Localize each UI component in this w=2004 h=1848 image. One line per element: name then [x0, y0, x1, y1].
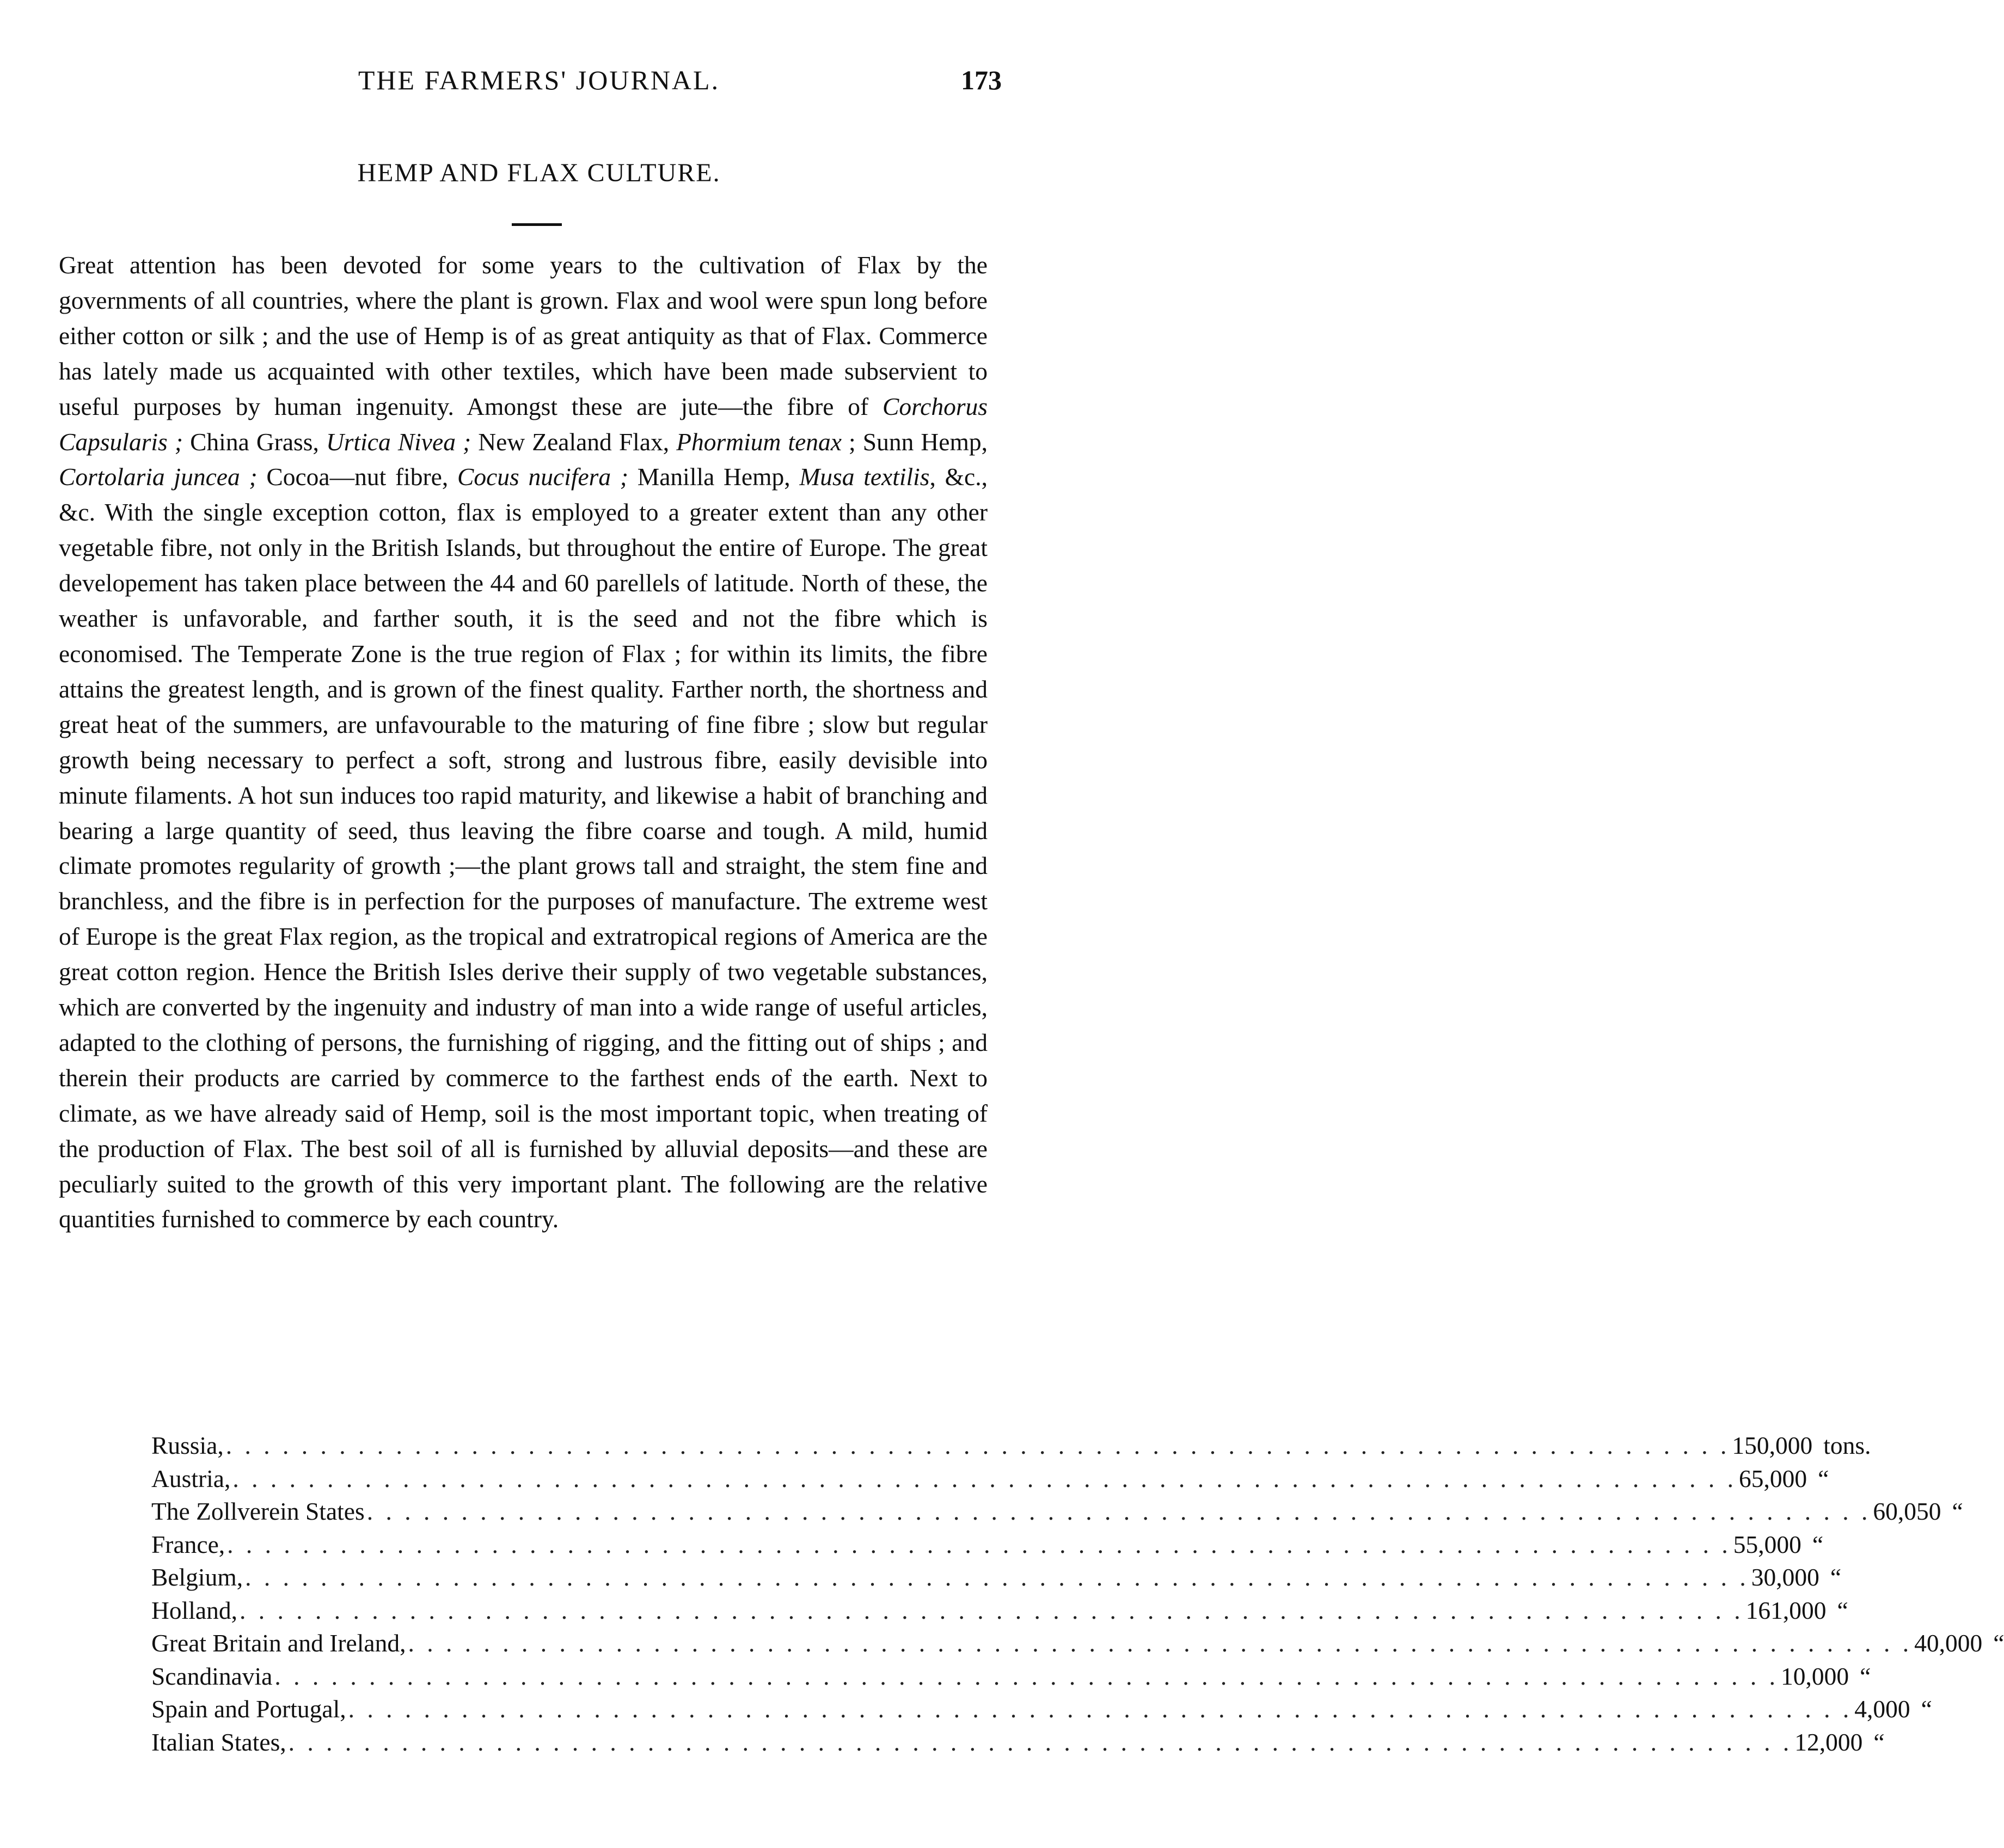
- table-row: [151, 1561, 1842, 1594]
- species-name: Cocus nucifera ;: [457, 463, 629, 491]
- quantity: 10,000: [1781, 1662, 1849, 1690]
- quantity: 30,000: [1751, 1563, 1819, 1591]
- unit: “: [1993, 1629, 2004, 1657]
- table-row: [151, 1594, 1848, 1627]
- table-row: [151, 1726, 1885, 1759]
- country-name: Italian States,: [151, 1728, 286, 1756]
- dot-leader: . . . . . . . . . . . . . . . . . . . . . . . . . . . . . . . . . . . . . . . . . . . . . . . . . . . . . . . . . . . . . . . . . . . . . . . . . . . . . . . .: [288, 1728, 1793, 1756]
- running-head: [76, 64, 1002, 108]
- country-name: Belgium,: [151, 1563, 243, 1591]
- table-row: [151, 1429, 1871, 1463]
- body-text-segment: China Grass,: [183, 427, 326, 456]
- article-title: HEMP AND FLAX CULTURE.: [357, 158, 721, 187]
- quantity: 55,000: [1733, 1530, 1801, 1558]
- species-name: Phormium tenax: [676, 427, 842, 456]
- table-row: [151, 1627, 2004, 1660]
- species-name: Cortolaria juncea ;: [59, 463, 258, 491]
- unit: “: [1860, 1662, 1871, 1690]
- country-name: Scandinavia: [151, 1662, 273, 1690]
- dot-leader: . . . . . . . . . . . . . . . . . . . . . . . . . . . . . . . . . . . . . . . . . . . . . . . . . . . . . . . . . . . . . . . . . . . . . . . . . . . . . . . .: [366, 1497, 1871, 1525]
- country-name: The Zollverein States: [151, 1497, 365, 1525]
- dot-leader: . . . . . . . . . . . . . . . . . . . . . . . . . . . . . . . . . . . . . . . . . . . . . . . . . . . . . . . . . . . . . . . . . . . . . . . . . . . . . . . .: [232, 1464, 1737, 1492]
- page-number: 173: [961, 65, 1002, 95]
- body-text-segment: ; Sunn Hemp,: [841, 427, 988, 456]
- production-table: [151, 1429, 2004, 1759]
- dot-leader: . . . . . . . . . . . . . . . . . . . . . . . . . . . . . . . . . . . . . . . . . . . . . . . . . . . . . . . . . . . . . . . . . . . . . . . . . . . . . . . .: [245, 1563, 1749, 1591]
- table-row: [151, 1463, 1829, 1496]
- dot-leader: . . . . . . . . . . . . . . . . . . . . . . . . . . . . . . . . . . . . . . . . . . . . . . . . . . . . . . . . . . . . . . . . . . . . . . . . . . . . . . . .: [239, 1596, 1744, 1624]
- quantity: 161,000: [1745, 1596, 1827, 1624]
- body-text-segment: , &c., &c. With the single exception cotton, flax is employed to a greater extent than any other vegetable fibre, not only in the British Islands, but throughout the entire of Europe. The great developement has taken place between the 44 and 60 parellels of latitude. North of these, the weather is unfavorable, and farther south, it is the seed and not the fibre which is economised. The Temperate Zone is the true region of Flax ; for within its limits, the fibre attains the greatest length, and is grown of the finest quality. Farther north, the shortness and great heat of the summers, are unfavourable to the maturing of fine fibre ; slow but regular growth being necessary to perfect a soft, strong and lustrous fibre, easily devisible into minute filaments. A hot sun induces too rapid maturity, and likewise a habit of branching and bearing a large quantity of seed, thus leaving the fibre coarse and tough. A mild, humid climate promotes regularity of growth ;—the plant grows tall and straight, the stem fine and branchless, and the fibre is in perfection for the purposes of manufacture. The extreme west of Europe is the great Flax region, as the tropical and extratropical regions of America are the great cotton region. Hence the British Isles derive their supply of two vegetable substances, which are converted by the ingenuity and industry of man into a wide range of useful articles, adapted to the clothing of persons, the furnishing of rigging, and the fitting out of ships ; and therein their products are carried by commerce to the farthest ends of the earth. Next to climate, as we have already said of Hemp, soil is the most important topic, when treating of the production of Flax. The best soil of all is furnished by alluvial deposits—and these are peculiarly suited to the growth of this very important plant. The following are the relative quantities furnished to commerce by each country.: [59, 463, 988, 1233]
- country-name: France,: [151, 1530, 225, 1558]
- dot-leader: . . . . . . . . . . . . . . . . . . . . . . . . . . . . . . . . . . . . . . . . . . . . . . . . . . . . . . . . . . . . . . . . . . . . . . . . . . . . . . . .: [227, 1530, 1731, 1558]
- unit: “: [1830, 1563, 1842, 1591]
- country-name: Austria,: [151, 1464, 231, 1492]
- table-row: [151, 1528, 1824, 1562]
- body-text-segment: Great attention has been devoted for some years to the cultivation of Flax by the governments of all countries, where the plant is grown. Flax and wool were spun long before either cotton or silk ; and the use of Hemp is of as great antiquity as that of Flax. Commerce has lately made us acquainted with other textiles, which have been made subservient to useful purposes by human ingenuity. Amongst these are jute—the fibre of: [59, 251, 988, 420]
- dot-leader: . . . . . . . . . . . . . . . . . . . . . . . . . . . . . . . . . . . . . . . . . . . . . . . . . . . . . . . . . . . . . . . . . . . . . . . . . . . . . . . .: [274, 1662, 1779, 1690]
- species-name: Urtica Nivea ;: [326, 427, 471, 456]
- quantity: 65,000: [1738, 1464, 1807, 1492]
- table-row: [151, 1495, 1963, 1528]
- table-row: [151, 1660, 1871, 1693]
- dot-leader: . . . . . . . . . . . . . . . . . . . . . . . . . . . . . . . . . . . . . . . . . . . . . . . . . . . . . . . . . . . . . . . . . . . . . . . . . . . . . . . .: [225, 1431, 1730, 1459]
- body-text-segment: New Zealand Flax,: [471, 427, 677, 456]
- unit: “: [1952, 1497, 1963, 1525]
- dot-leader: . . . . . . . . . . . . . . . . . . . . . . . . . . . . . . . . . . . . . . . . . . . . . . . . . . . . . . . . . . . . . . . . . . . . . . . . . . . . . . . .: [408, 1629, 1913, 1657]
- title-rule: [512, 223, 562, 226]
- country-name: Spain and Portugal,: [151, 1695, 346, 1723]
- unit: “: [1921, 1695, 1932, 1723]
- quantity: 60,050: [1873, 1497, 1941, 1525]
- unit: “: [1873, 1728, 1885, 1756]
- dot-leader: . . . . . . . . . . . . . . . . . . . . . . . . . . . . . . . . . . . . . . . . . . . . . . . . . . . . . . . . . . . . . . . . . . . . . . . . . . . . . . . .: [348, 1695, 1853, 1723]
- quantity: 4,000: [1854, 1695, 1910, 1723]
- unit: “: [1812, 1530, 1824, 1558]
- quantity: 40,000: [1914, 1629, 1983, 1657]
- unit: tons.: [1823, 1431, 1871, 1459]
- article-body: [59, 248, 988, 1237]
- species-name: Corchorus Capsularis ;: [59, 392, 988, 456]
- body-text-segment: Cocoa—nut fibre,: [257, 463, 457, 491]
- species-name: Musa textilis: [799, 463, 930, 491]
- table-row: [151, 1693, 1932, 1726]
- country-name: Russia,: [151, 1431, 224, 1459]
- unit: “: [1818, 1464, 1829, 1492]
- journal-title: THE FARMERS' JOURNAL.: [358, 65, 720, 95]
- country-name: Holland,: [151, 1596, 237, 1624]
- quantity: 150,000: [1732, 1431, 1813, 1459]
- unit: “: [1837, 1596, 1848, 1624]
- country-name: Great Britain and Ireland,: [151, 1629, 406, 1657]
- body-text-segment: Manilla Hemp,: [628, 463, 800, 491]
- quantity: 12,000: [1794, 1728, 1863, 1756]
